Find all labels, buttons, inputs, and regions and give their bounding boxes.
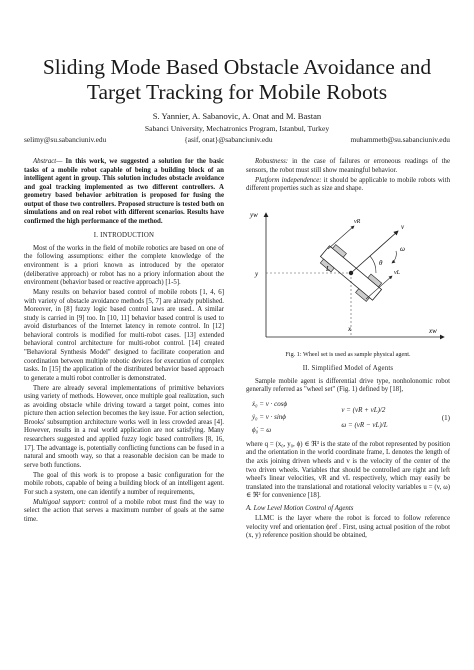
email-3: muhammetb@su.sabanciuniv.edu bbox=[350, 135, 450, 144]
paragraph: where q = (x₀, y₀, ϕ) ∈ ℜ³ is the state of the robot represented by position and the orientation in the world coordinate frame, L denotes the length of the axis joining driven wheels and v is the velocity of the center of the two driven wheels. Variables that should be controlled are right and left wheel's linear velocities, vR and vL respectively, which may easily be translated into the translational and rotational velocity variables u = (v, ω) ∈ ℜ² for convenience [18]. bbox=[246, 440, 450, 500]
robustness-label: Robustness: bbox=[255, 158, 289, 165]
title-line-2: Target Tracking for Mobile Robots bbox=[86, 80, 388, 104]
omega-arc bbox=[392, 251, 396, 263]
paragraph: Most of the works in the field of mobile robotics are based on one of the following assumptions: either the complete knowledge of the environment is a priori known as introduced by the operator (deliberative approach) or robot has no a priory information about the environment (behavior based or reactive approach) [1-5]. bbox=[24, 244, 224, 287]
email-1: selimy@su.sabanciuniv.edu bbox=[24, 135, 107, 144]
paragraph: There are already several implementations of primitive behaviors using variety of methods. However, once multiple goal realization, such as avoiding obstacle while driving toward a target point, comes into picture then action selection becomes the key issue. For action selection, Brooks' subsumption architecture works well in less crowded areas [4]. However, results in a real world application are not satisfying. Many researchers suggested and applied fuzzy logic based controllers [8, 16, 17]. The advantage is, potentially conflicting functions can be fused in a natural and smooth way, so that a reasonable decision can be made to serve both functions. bbox=[24, 384, 224, 469]
subsection-heading: A. Low Level Motion Control of Agents bbox=[246, 504, 354, 512]
eq-line: ϕ̇₀ = ω bbox=[252, 426, 272, 435]
paragraph: Many results on behavior based control of mobile robots [1, 4, 6] with variety of obstacle avoidance methods [5, 7] are already published. Moreover, in [8] fuzzy logic based control laws are used.. A similar study is carried in [9] too. In [10, 11] behavior based control is used to avoid disturbances of the Internet latency in remote control. In [12] behavioral controls is modified for multi-robot cases. [13] extended behavioral control architecture for multi-robot control. [14] created "Behavioral Synthesis Model" designed to facilitate cooperation and coordination between multiple robotic devices for execution of complex tasks. In [15] the application of the distributed behavior based approach to generate a multi robot controller is demonstrated. bbox=[24, 289, 224, 382]
section-heading-introduction: I. INTRODUCTION bbox=[93, 232, 155, 240]
paragraph: LLMC is the layer where the robot is forced to follow reference velocity vref and orientation ϕref . First, using actual position of the robot (x, y) reference position should be obtained, bbox=[246, 515, 450, 540]
eq-line: ẏ₀ = v · sinϕ bbox=[252, 413, 286, 422]
paragraph: Sample mobile agent is differential drive type, nonholonomic robot generally referred as "wheel set" (Fig. 1) defined by [18], bbox=[246, 377, 450, 394]
eq-line: ẋ₀ = v · cosϕ bbox=[252, 400, 288, 409]
label-vl: vL bbox=[394, 270, 400, 277]
label-theta: θ bbox=[379, 259, 383, 268]
left-column bbox=[24, 158, 224, 526]
abstract bbox=[24, 158, 224, 226]
multigoal-text: control of a mobile robot must find the way to select the action that serves a maximum number of goals at the same time. bbox=[24, 498, 224, 523]
eq-line: ω = (vR − vL)/L bbox=[341, 420, 388, 429]
equation-1 bbox=[246, 398, 450, 438]
robustness-text: in the case of failures or erroneous readings of the sensors, the robot must still show meaningful behavior. bbox=[246, 158, 450, 174]
paragraph: The goal of this work is to propose a basic configuration for the mobile robots, capable of being a building block of an intelligent agent. For such a system, one can identify a number of requirements, bbox=[24, 471, 224, 496]
multigoal-label: Multigoal support: bbox=[33, 498, 86, 506]
section-heading-model: II. Simplified Model of Agents bbox=[302, 365, 394, 373]
affiliation: Sabanci University, Mechatronics Program, Istanbul, Turkey bbox=[144, 124, 330, 133]
abstract-text: In this work, we suggested a solution for the basic tasks of a mobile robot capable of being a building block of an intelligent agent in group. This solution includes obstacle avoidance and goal tracking implemented as two different controllers. A geometry based behavior arbitration is proposed for fusing the output of those two controllers. Proposed structure is tested both on simulations and on real robot with different scenarios. Results have confirmed the high performance of the method. bbox=[24, 158, 224, 225]
abstract-label: Abstract— bbox=[33, 158, 63, 165]
label-v: v bbox=[401, 223, 405, 232]
label-x: x bbox=[348, 325, 352, 334]
email-2: {asif, onat}@sabanciuniv.edu bbox=[184, 135, 273, 144]
platform-text: it should be applicable to mobile robots with different properties such as size and shape. bbox=[246, 176, 450, 193]
robot-kinematics-figure bbox=[246, 201, 450, 344]
label-vr: vR bbox=[354, 219, 361, 226]
equation-rhs bbox=[341, 403, 387, 433]
right-column bbox=[246, 158, 450, 542]
platform-paragraph bbox=[246, 177, 450, 194]
wheel-velocity-r bbox=[328, 226, 354, 249]
platform-label: Platform independence: bbox=[255, 176, 322, 184]
eq-line: v = (vR + vL)/2 bbox=[341, 405, 386, 414]
title-line-1: Sliding Mode Based Obstacle Avoidance and bbox=[42, 55, 432, 79]
multigoal-paragraph bbox=[24, 499, 224, 525]
heading-arrow bbox=[351, 231, 398, 273]
label-xw: xw bbox=[429, 327, 437, 336]
label-omega: ω bbox=[400, 245, 405, 254]
figure-caption: Fig. 1: Wheel set is used as sample physical agent. bbox=[285, 350, 411, 358]
equation-number: (1) bbox=[441, 413, 450, 422]
label-yw: yw bbox=[250, 211, 258, 220]
label-y: y bbox=[255, 270, 259, 279]
email-row bbox=[24, 135, 450, 145]
label-L: L bbox=[326, 265, 330, 274]
robustness-paragraph bbox=[246, 158, 450, 175]
theta-arc bbox=[370, 256, 376, 273]
paper-title bbox=[20, 55, 454, 105]
equation-lhs bbox=[246, 398, 287, 437]
authors: S. Yannier, A. Sabanovic, A. Onat and M. Bastan bbox=[152, 111, 322, 121]
